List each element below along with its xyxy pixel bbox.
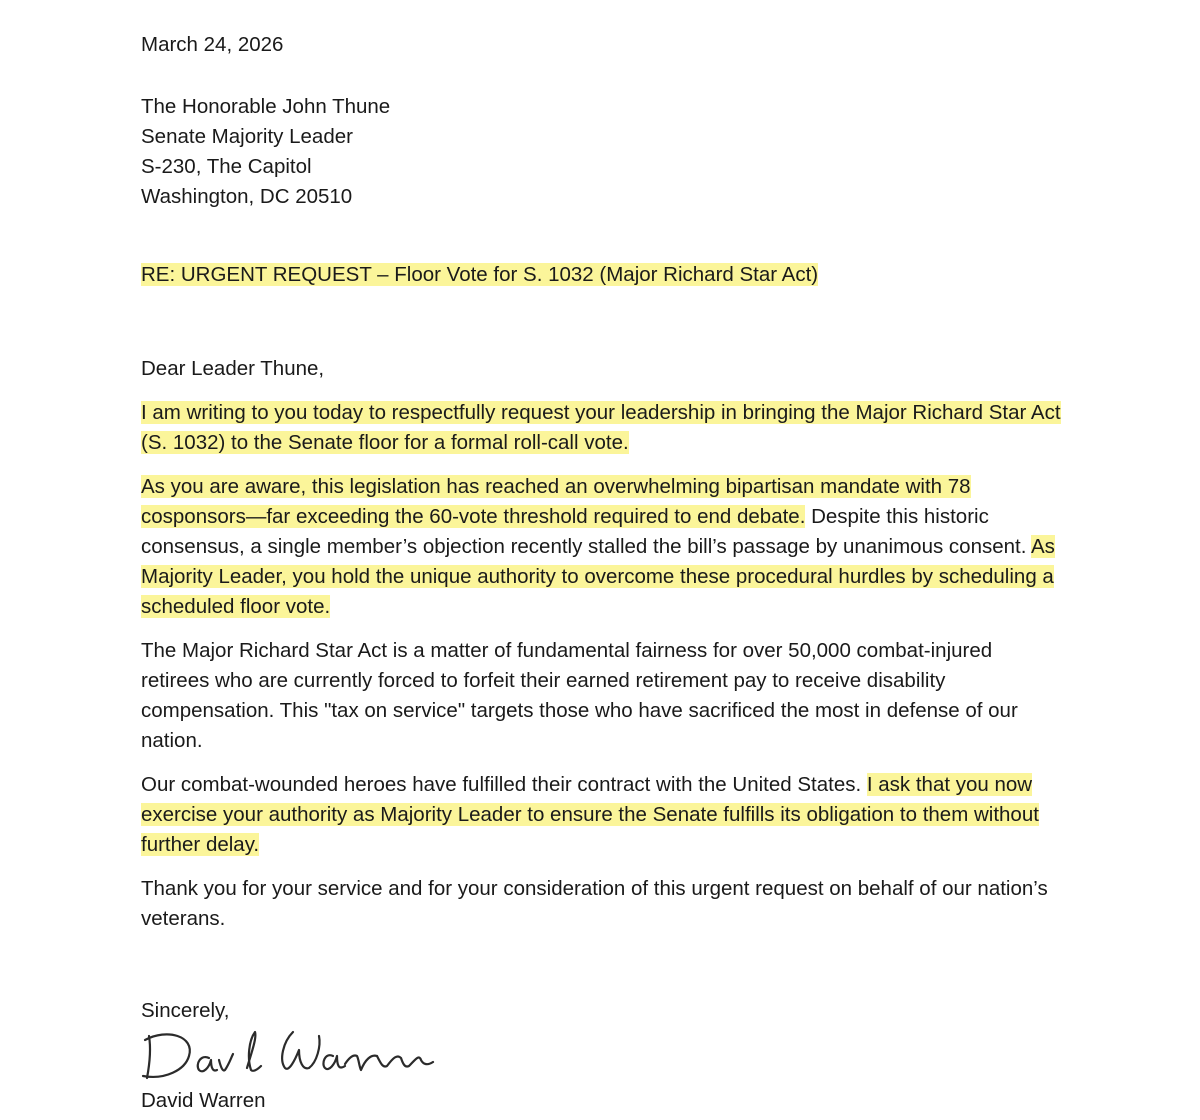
paragraph-3-text: The Major Richard Star Act is a matter of fundamental fairness for over 50,000 combat-injured retirees who are currently forced to forfeit their earned retirement pay to receive disability compensation. This "tax on service" targets those who have sacrificed the most in defense of our nation. [141,639,1018,752]
closing: Sincerely, [141,999,230,1022]
signer-name: David Warren [141,1089,266,1112]
paragraph-2-text: Despite this historic consensus, a single member’s objection recently stalled the bill’s passage by unanimous consent. [141,505,1031,558]
paragraph-4-text: Our combat-wounded heroes have fulfilled their contract with the United States. [141,773,867,796]
letter-date: March 24, 2026 [141,33,284,56]
recipient-address-block [141,92,1061,212]
signature-scribble [137,1024,457,1086]
paragraph-4-highlight: I ask that you now exercise your authority as Majority Leader to ensure the Senate fulfills its obligation to them without further delay. [141,773,1039,856]
recipient-city: Washington, DC 20510 [141,185,353,208]
recipient-name: The Honorable John Thune [141,95,391,118]
paragraph-5-text: Thank you for your service and for your consideration of this urgent request on behalf of our nation’s veterans. [141,877,1048,930]
salutation: Dear Leader Thune, [141,357,325,380]
paragraph-1-highlight: I am writing to you today to respectfully request your leadership in bringing the Major Richard Star Act (S. 1032) to the Senate floor for a formal roll-call vote. [141,401,1061,454]
subject-line [141,260,1061,290]
recipient-office: S-230, The Capitol [141,155,312,178]
paragraph-2-highlight-2: As Majority Leader, you hold the unique authority to overcome these procedural hurdles by scheduling a scheduled floor vote. [141,535,1055,618]
paragraph-4 [141,770,1061,860]
handwritten-signature [141,1030,461,1086]
paragraph-5 [141,874,1061,934]
paragraph-2 [141,472,1061,622]
subject-highlight: RE: URGENT REQUEST – Floor Vote for S. 1032 (Major Richard Star Act) [141,263,819,286]
letter-body [141,30,1061,1116]
paragraph-2-highlight-1: As you are aware, this legislation has reached an overwhelming bipartisan mandate with 78 cosponsors—far exceeding the 60-vote threshold required to end debate. [141,475,971,528]
paragraph-3 [141,636,1061,756]
paragraph-1 [141,398,1061,458]
recipient-title: Senate Majority Leader [141,125,353,148]
